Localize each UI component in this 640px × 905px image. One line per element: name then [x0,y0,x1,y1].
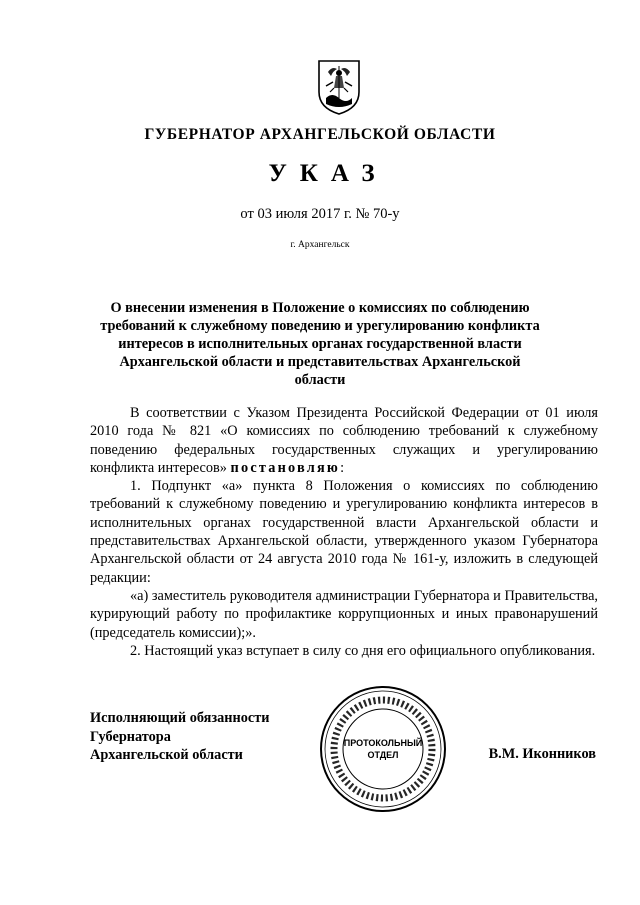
decree-body [90,404,598,660]
issue-city: г. Архангельск [290,240,350,250]
signatory-title-line: Губернатора [90,728,171,745]
amended-subclause-paragraph: «а) заместитель руководителя администрации Губернатора и Правительства, курирующий работу по профилактике коррупционных и иных правонарушений (председатель комиссии);». [90,587,598,641]
signatory-title-line: Исполняющий обязанности [90,710,270,726]
coat-of-arms-emblem [316,58,362,116]
official-seal-stamp [318,684,448,814]
preamble-text: В соответствии с Указом Президента Российской Федерации от 01 июля 2010 года № 821 «О комиссиях по соблюдению требований к служебному поведению федеральных государственных служащих и урегулированию конфликта интересов» [90,405,598,476]
subject-line: требований к служебному поведению и урегулированию конфликта [100,318,540,334]
subject-line: О внесении изменения в Положение о комиссиях по соблюдению [110,300,530,316]
subject-line: Архангельской области и представительствах Архангельской области [119,354,521,388]
clause-2-paragraph: 2. Настоящий указ вступает в силу со дня его официального опубликования. [130,642,596,659]
clause-1-paragraph: 1. Подпункт «а» пункта 8 Положения о комиссиях по соблюдению требований к служебному поведению и урегулированию конфликта интересов в исполнительных органах государственной власти Архангельской области и представительствах Архангельской области, утвержденного указом Губернатора Архангельской области от 24 августа 2010 года № 161-у, изложить в следующей редакции: [90,478,598,586]
issuing-authority: ГУБЕРНАТОР АРХАНГЕЛЬСКОЙ ОБЛАСТИ [144,126,496,143]
preamble-paragraph [90,404,598,477]
document-date-number: от 03 июля 2017 г. № 70-у [240,206,400,222]
stamp-center-line: ОТДЕЛ [367,750,399,760]
decree-subject [95,299,545,389]
signatory-name: В.М. Иконников [488,746,596,762]
signatory-title-line: Архангельской области [90,747,243,763]
resolution-word: постановляю [230,459,341,476]
subject-line: интересов в исполнительных органах государственной власти [118,336,522,352]
signatory-title [90,709,270,765]
stamp-center-line: ПРОТОКОЛЬНЫЙ [343,738,423,748]
document-type-title: УКАЗ [268,160,388,187]
preamble-colon: : [340,459,345,476]
